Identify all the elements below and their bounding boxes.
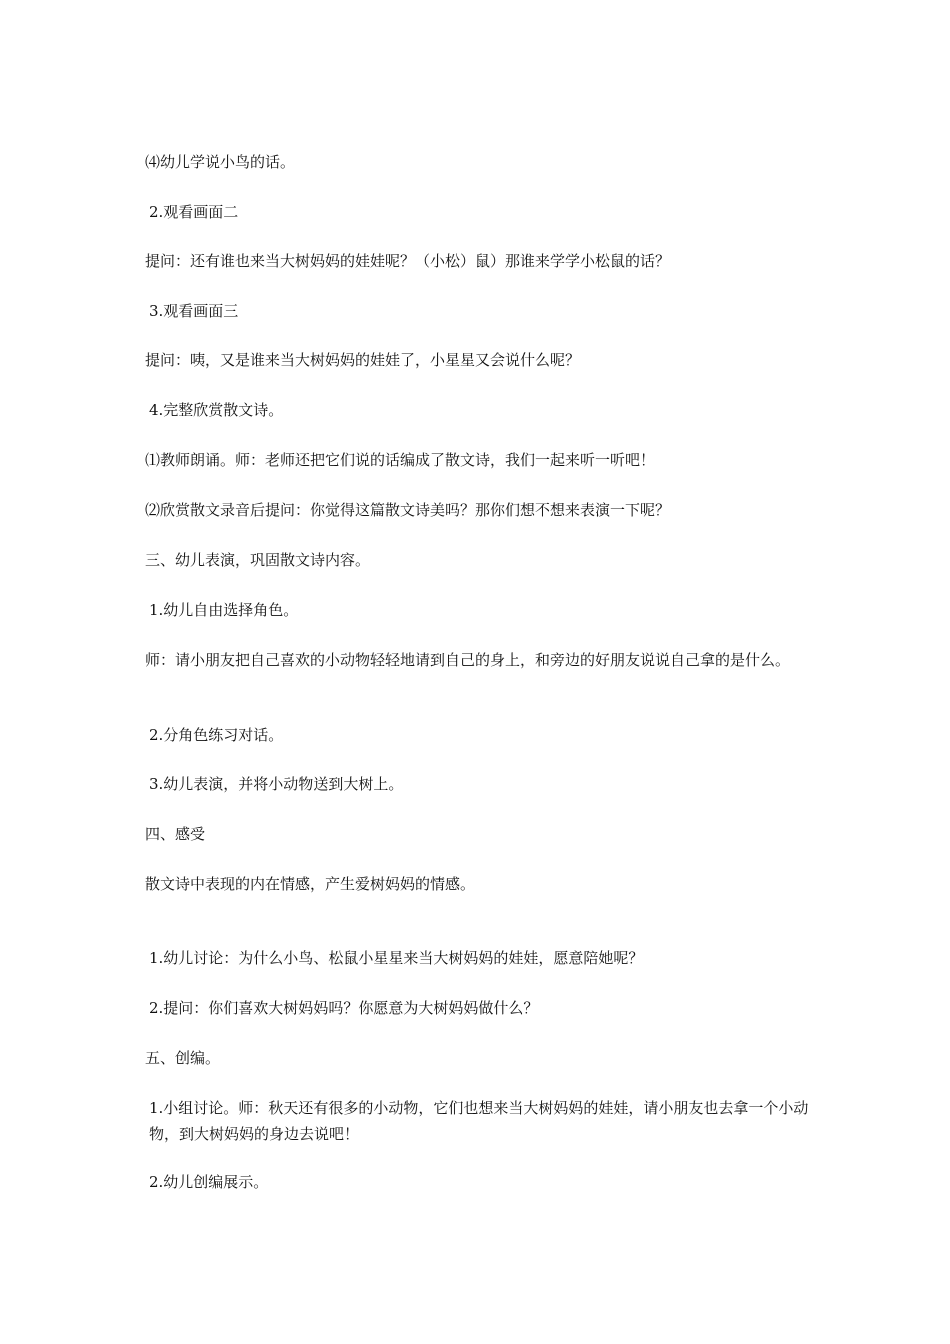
paragraph-group-discussion: 1.小组讨论。师：秋天还有很多的小动物，它们也想来当大树妈妈的娃娃，请小朋友也去拿一个小动物，到大树妈妈的身边去说吧！	[149, 1099, 809, 1143]
paragraph-full-appreciation: 4.完整欣赏散文诗。	[149, 401, 284, 419]
paragraph-step-4: ⑷幼儿学说小鸟的话。	[145, 153, 296, 171]
paragraph-teacher-reading: ⑴教师朗诵。师：老师还把它们说的话编成了散文诗，我们一起来听一听吧！	[145, 451, 656, 469]
paragraph-watch-scene-2: 2.观看画面二	[149, 203, 239, 221]
paragraph-children-discuss: 1.幼儿讨论：为什么小鸟、松鼠小星星来当大树妈妈的娃娃，愿意陪她呢？	[149, 949, 644, 967]
section-heading-4: 四、感受	[145, 825, 206, 843]
paragraph-role-dialogue: 2.分角色练习对话。	[149, 726, 284, 744]
paragraph-teacher-instruction: 师：请小朋友把自己喜欢的小动物轻轻地请到自己的身上，和旁边的好朋友说说自己拿的是什么。	[145, 651, 791, 669]
paragraph-question-star: 提问：咦，又是谁来当大树妈妈的娃娃了，小星星又会说什么呢？	[145, 351, 581, 369]
paragraph-recording-question: ⑵欣赏散文录音后提问：你觉得这篇散文诗美吗？那你们想不想来表演一下呢？	[145, 501, 671, 519]
paragraph-question-like: 2.提问：你们喜欢大树妈妈吗？你愿意为大树妈妈做什么？	[149, 999, 539, 1017]
paragraph-watch-scene-3: 3.观看画面三	[149, 302, 239, 320]
section-heading-3: 三、幼儿表演，巩固散文诗内容。	[145, 551, 371, 569]
section-heading-5: 五、创编。	[145, 1049, 221, 1067]
paragraph-choose-role: 1.幼儿自由选择角色。	[149, 601, 299, 619]
paragraph-question-squirrel: 提问：还有谁也来当大树妈妈的娃娃呢？（小松）鼠）那谁来学学小松鼠的话？	[145, 252, 671, 270]
paragraph-children-perform: 3.幼儿表演，并将小动物送到大树上。	[149, 775, 404, 793]
paragraph-emotion: 散文诗中表现的内在情感，产生爱树妈妈的情感。	[145, 875, 476, 893]
paragraph-creative-show: 2.幼儿创编展示。	[149, 1173, 269, 1191]
